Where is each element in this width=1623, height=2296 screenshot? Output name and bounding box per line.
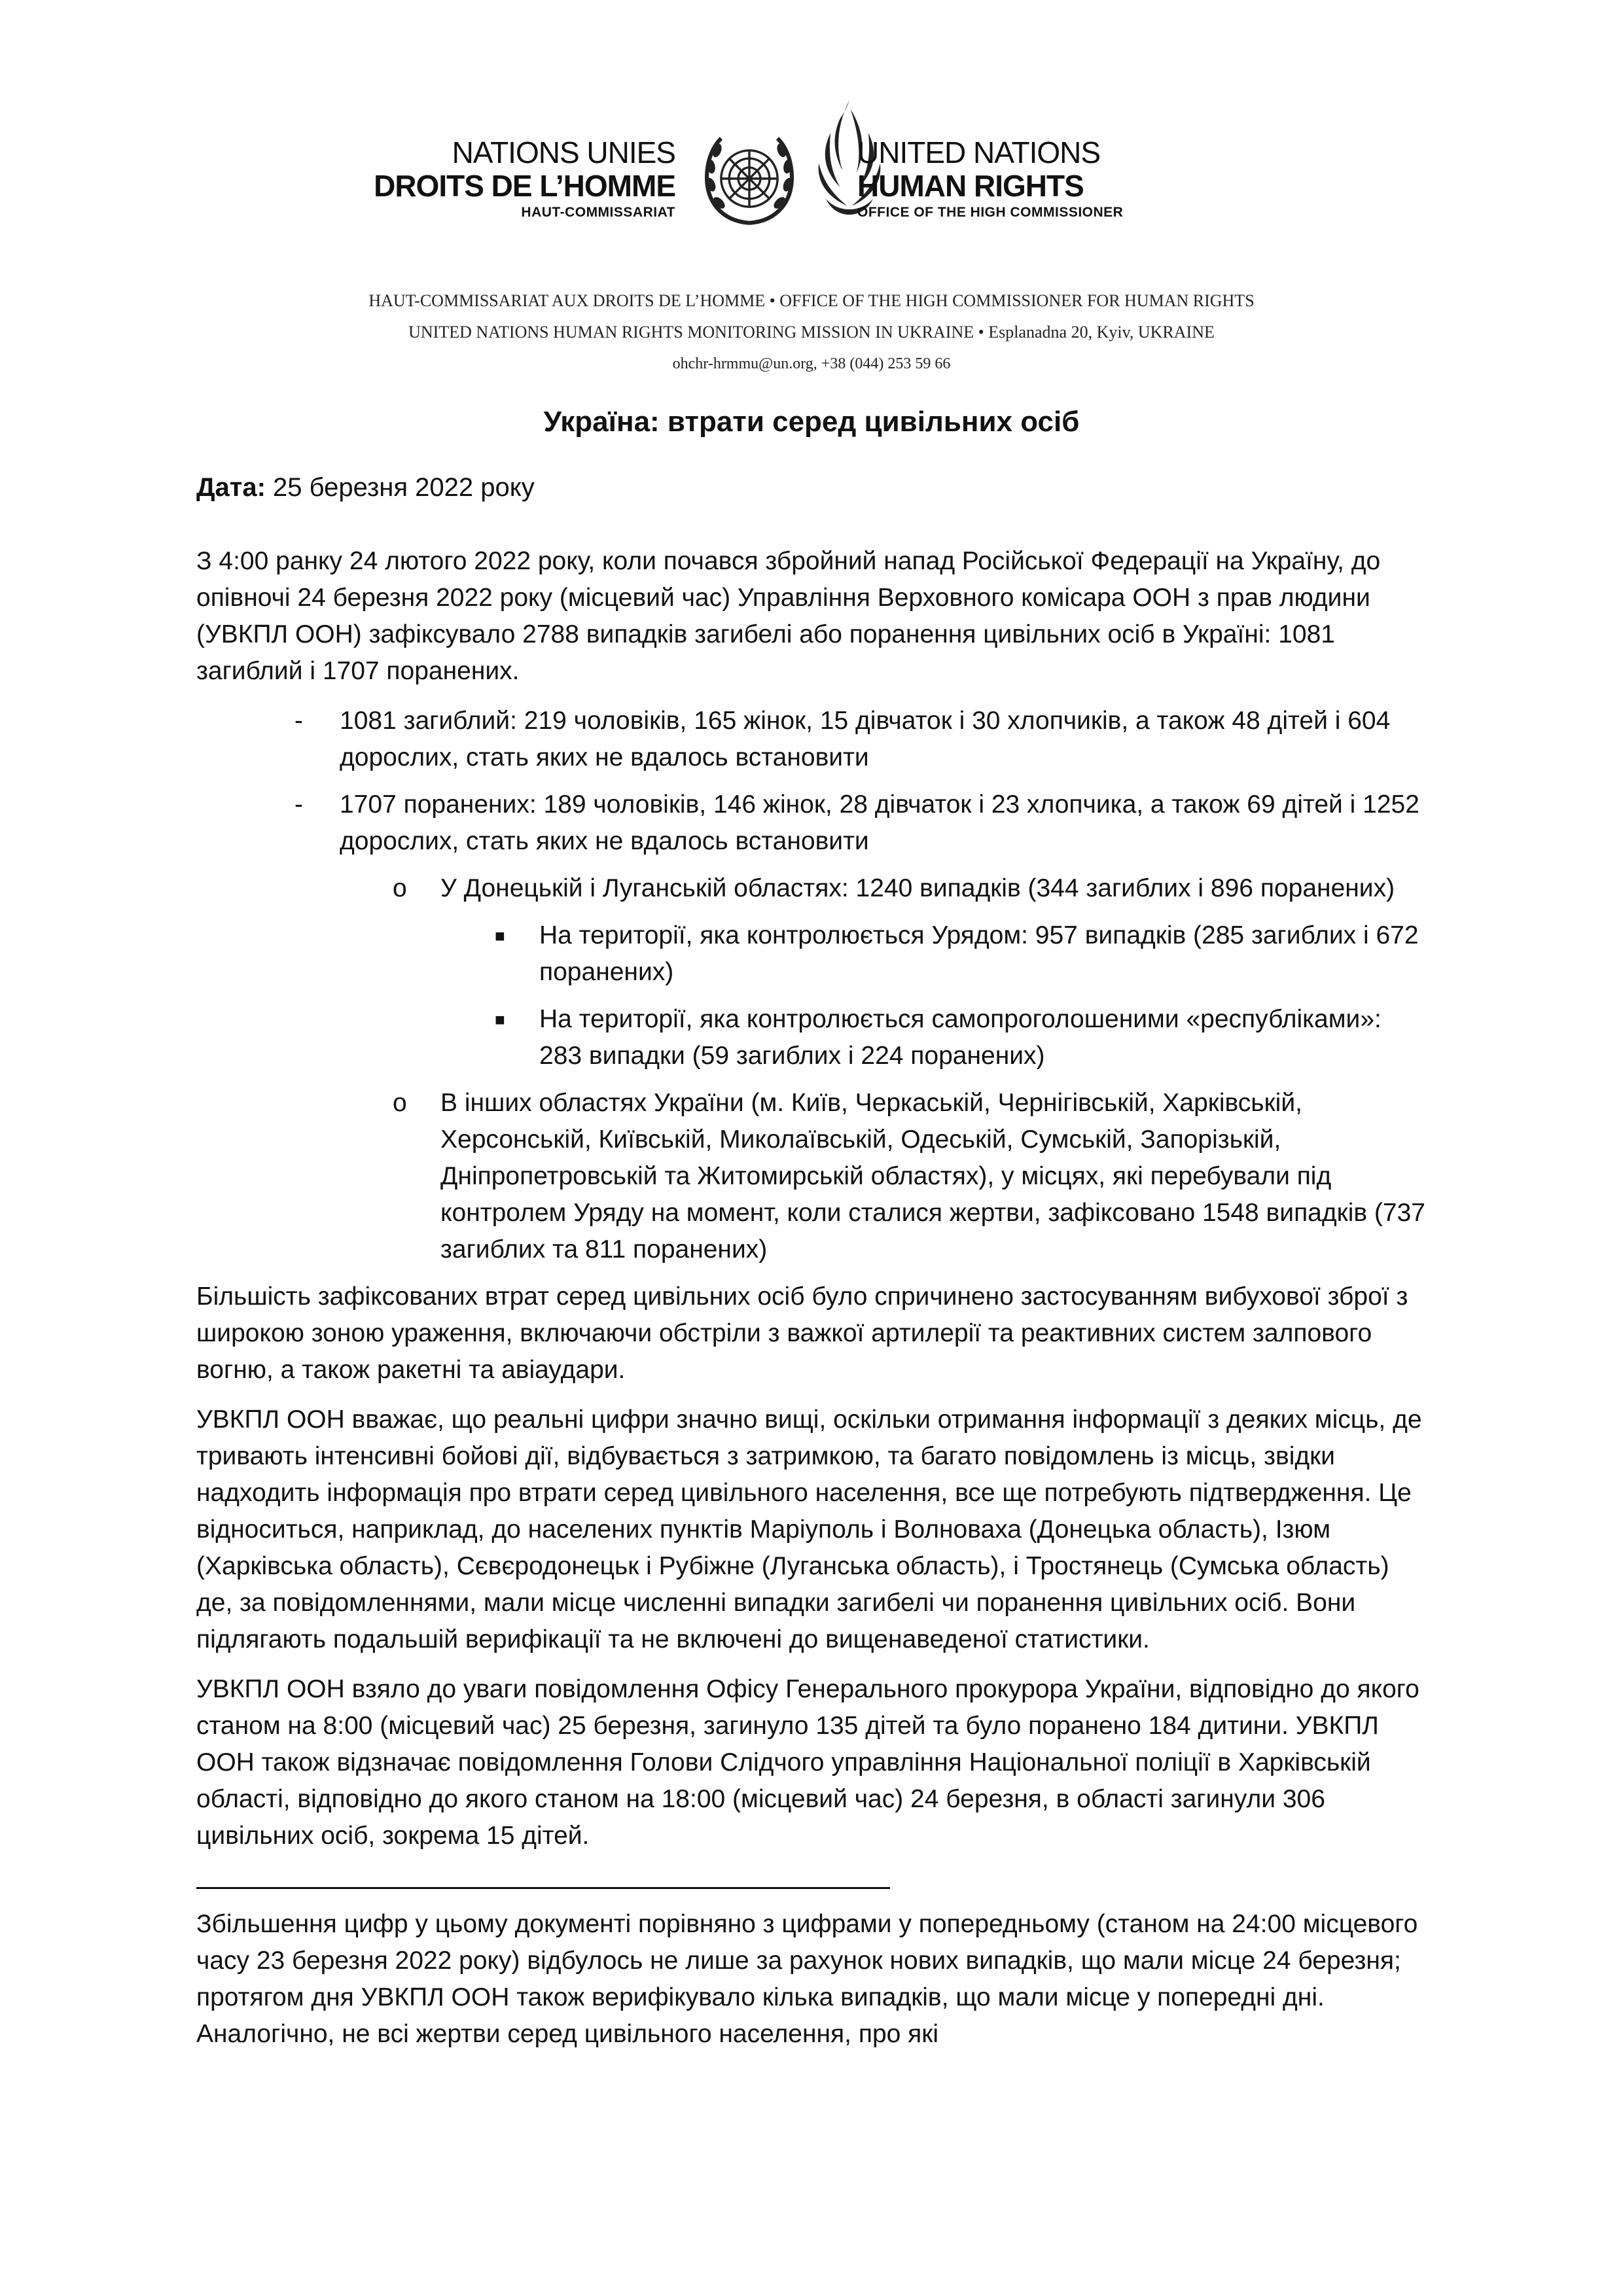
header-logos <box>0 97 1623 228</box>
logo-fr-line2: DROITS DE L’HOMME <box>374 169 675 203</box>
logo-english-text <box>857 136 1123 222</box>
list-item-gov-controlled <box>196 917 1427 991</box>
list-item-republics <box>196 1001 1427 1074</box>
weapons-paragraph: Більшість зафіксованих втрат серед цивільних осіб було спричинено застосуванням вибухової зброї з широкою зоною ураження, включаючи обстріли з важкої артилерії та реактивних систем залпового вогню, а також ракетні та авіаудари. <box>196 1282 1408 1384</box>
date-value: 25 березня 2022 року <box>265 473 535 502</box>
date-label: Дата: <box>196 473 266 502</box>
list-item-other-regions <box>196 1085 1427 1268</box>
logo-en-line3: OFFICE OF THE HIGH COMMISSIONER <box>857 205 1124 220</box>
footnote: Збільшення цифр у цьому документі порівняно з цифрами у попередньому (станом на 24:00 місцевого часу 23 березня 2022 року) відбулось не лише за рахунок нових випадків, що мали місце 24 березня; протягом дня УВКПЛ ООН також верифікувало кілька випадків, що мали місце у попередні дні. Аналогічно, не всі жертви серед цивільного населення, про які <box>196 1910 1418 2048</box>
document-title: Україна: втрати серед цивільних осіб <box>543 406 1080 438</box>
logo-french-text <box>374 136 675 222</box>
logo-fr-line3: HAUT-COMMISSARIAT <box>521 205 675 220</box>
document-body <box>196 543 1427 2053</box>
list-item-injured <box>196 786 1427 860</box>
list-item-text: На території, яка контролюється самопроголошеними «республіками»: 283 випадки (59 загиблих і 224 поранених) <box>539 1005 1382 1070</box>
square-bullet: ■ <box>495 1010 505 1029</box>
footnote-separator <box>196 1887 890 1889</box>
dash-bullet: - <box>294 707 303 735</box>
logo-fr-line1: NATIONS UNIES <box>452 135 675 169</box>
dash-bullet: - <box>294 790 303 819</box>
list-item-text: 1707 поранених: 189 чоловіків, 146 жінок, 28 дівчаток і 23 хлопчика, а також 69 дітей і 1252 дорослих, стать яких не вдалось встановити <box>340 790 1419 855</box>
circle-bullet: o <box>393 874 407 902</box>
list-item-text: В інших областях України (м. Київ, Черкаській, Чернігівській, Харківській, Херсонській, Київській, Миколаївській, Одеській, Сумській, Запорізькій, Дніпропетровській та Житомирській областях), у місцях, які перебували під контролем Уряду на момент, коли сталися жертви, зафіксовано 1548 випадків (737 загиблих та 811 поранених) <box>440 1089 1425 1263</box>
address-block <box>0 285 1623 380</box>
logo-en-line1: UNITED NATIONS <box>857 135 1101 169</box>
contact-line: ohchr-hrmmu@un.org, +38 (044) 253 59 66 <box>672 355 951 372</box>
prosecutor-paragraph: УВКПЛ ООН взяло до уваги повідомлення Офісу Генерального прокурора України, відповідно до якого станом на 8:00 (місцевий час) 25 березня, загинуло 135 дітей та було поранено 184 дитини. УВКПЛ ООН також відзначає повідомлення Голови Слідчого управління Національної поліції в Харківській області, відповідно до якого станом на 18:00 (місцевий час) 24 березня, в області загинули 306 цивільних осіб, зокрема 15 дітей. <box>196 1675 1419 1850</box>
un-emblem-icon <box>699 128 800 229</box>
intro-paragraph: З 4:00 ранку 24 лютого 2022 року, коли почався збройний напад Російської Федерації на Україну, до опівночі 24 березня 2022 року (місцевий час) Управління Верховного комісара ООН з прав людини (УВКПЛ ООН) зафіксувало 2788 випадків загибелі або поранення цивільних осіб в Україні: 1081 загиблий і 1707 поранених. <box>196 547 1381 685</box>
document-date <box>196 473 535 503</box>
address-line-1: HAUT-COMMISSARIAT AUX DROITS DE L’HOMME • OFFICE OF THE HIGH COMMISSIONER FOR HUMAN RIGHTS <box>368 291 1255 310</box>
list-item-donetsk-luhansk <box>196 870 1427 907</box>
square-bullet: ■ <box>495 926 505 945</box>
circle-bullet: o <box>393 1089 407 1117</box>
address-line-2: UNITED NATIONS HUMAN RIGHTS MONITORING MISSION IN UKRAINE • Esplanadna 20, Kyiv, UKRAINE <box>408 323 1215 342</box>
higher-figures-paragraph: УВКПЛ ООН вважає, що реальні цифри значно вищі, оскільки отримання інформації з деяких місць, де тривають інтенсивні бойові дії, відбувається з затримкою, та багато повідомлень із місць, звідки надходить інформація про втрати серед цивільного населення, все ще потребують підтвердження. Це відноситься, наприклад, до населених пунктів Маріуполь і Волноваха (Донецька область), Ізюм (Харківська область), Сєвєродонецьк і Рубіжне (Луганська область), і Тростянець (Сумська область) де, за повідомленнями, мали місце численні випадки загибелі чи поранення цивільних осіб. Вони підлягають подальшій верифікації та не включені до вищенаведеної статистики. <box>196 1405 1422 1653</box>
list-item-killed <box>196 703 1427 776</box>
logo-en-line2: HUMAN RIGHTS <box>857 169 1084 203</box>
list-item-text: На території, яка контролюється Урядом: 957 випадків (285 загиблих і 672 поранених) <box>539 921 1419 986</box>
list-item-text: У Донецькій і Луганській областях: 1240 випадків (344 загиблих і 896 поранених) <box>440 874 1395 902</box>
list-item-text: 1081 загиблий: 219 чоловіків, 165 жінок, 15 дівчаток і 30 хлопчиків, а також 48 дітей і 604 дорослих, стать яких не вдалось встановити <box>340 707 1391 771</box>
